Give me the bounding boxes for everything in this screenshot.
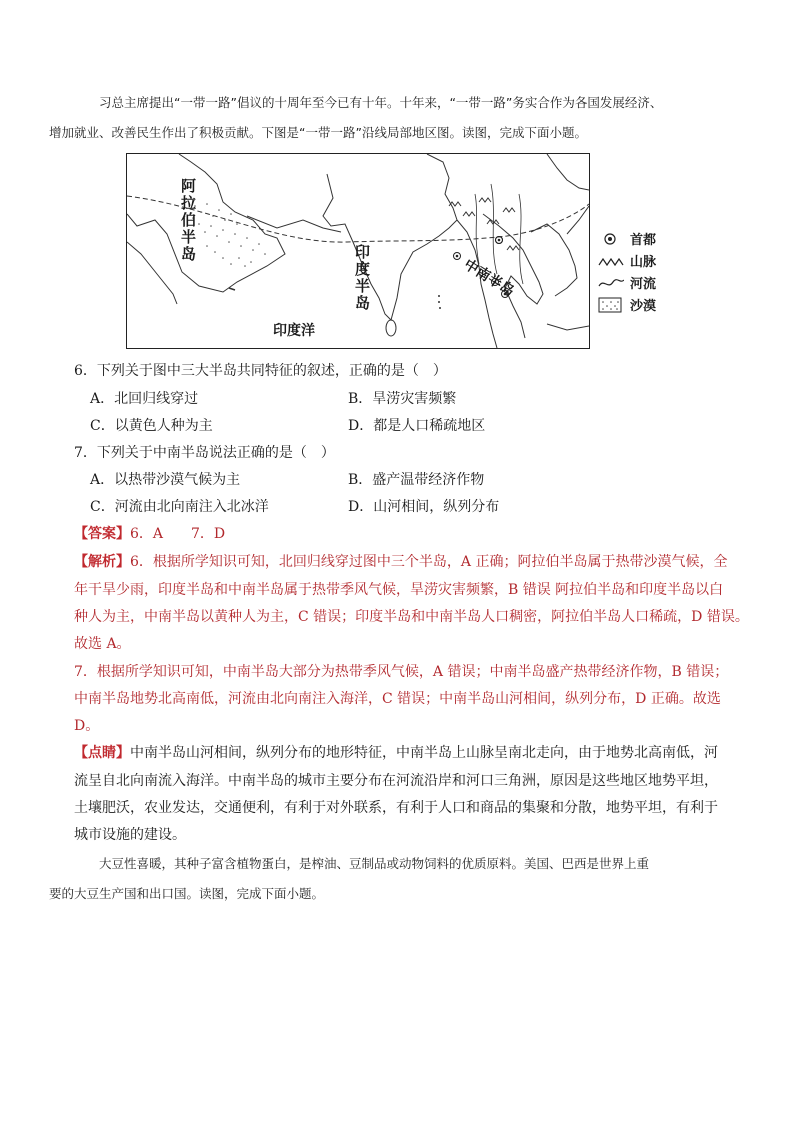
analysis-line-2: 年干旱少雨，印度半岛和中南半岛属于热带季风气候，旱涝灾害频繁，B 错误 阿拉伯半岛和印度半岛以白 <box>74 582 724 598</box>
intro-paragraph-1 <box>49 88 720 148</box>
desert-icon <box>598 296 624 314</box>
label-indian-ocean: 印度洋 <box>273 323 315 339</box>
analysis-line-5: 7．根据所学知识可知，中南半岛大部分为热带季风气候，A 错误；中南半岛盛产热带经济作物，B 错误； <box>74 664 729 680</box>
river-icon <box>598 274 624 292</box>
legend-mountain: 山脉 <box>598 250 708 272</box>
note-line-4: 城市设施的建设。 <box>74 827 186 843</box>
note-line-2: 流呈自北向南流入海洋。中南半岛的城市主要分布在河流沿岸和河口三角洲，原因是这些地区地势平坦， <box>74 773 718 789</box>
question-7-stem: 7．下列关于中南半岛说法正确的是（ ） <box>74 445 335 461</box>
question-6-option-b: B．旱涝灾害频繁 <box>348 391 457 407</box>
belt-road-map <box>126 153 590 349</box>
map-legend <box>598 228 708 316</box>
intro-1-line-1: 习总主席提出“一带一路”倡议的十周年至今已有十年。十年来，“一带一路”务实合作为各国发展经济、 <box>99 95 663 110</box>
question-6-option-a: A．北回归线穿过 <box>90 391 199 407</box>
label-indian-peninsula: 印 度 半 岛 <box>355 243 371 312</box>
intro-2-line-1: 大豆性喜暖，其种子富含植物蛋白，是榨油、豆制品或动物饲料的优质原料。美国、巴西是世界上重 <box>99 856 650 871</box>
analysis-line-6: 中南半岛地势北高南低，河流由北向南注入海洋，C 错误；中南半岛山河相间，纵列分布，D 正确。故选 <box>74 691 721 707</box>
question-7-option-b: B．盛产温带经济作物 <box>348 472 485 488</box>
analysis-line-4: 故选 A。 <box>74 636 131 652</box>
mountain-icon <box>598 252 624 270</box>
question-6-stem: 6．下列关于图中三大半岛共同特征的叙述，正确的是（ ） <box>74 363 447 379</box>
note-line-3: 土壤肥沃，农业发达，交通便利，有利于对外联系，有利于人口和商品的集聚和分散，地势平坦，有利于 <box>74 800 718 816</box>
analysis-line-7: D。 <box>74 718 100 734</box>
intro-paragraph-2 <box>49 849 720 909</box>
question-6-option-d: D．都是人口稀疏地区 <box>348 418 486 434</box>
question-7-option-d: D．山河相间，纵列分布 <box>348 499 500 515</box>
analysis-line-1: 【解析】6．根据所学知识可知，北回归线穿过图中三个半岛，A 正确；阿拉伯半岛属于热带沙漠气候，全 <box>74 554 728 570</box>
legend-desert: 沙漠 <box>598 294 708 316</box>
intro-1-line-2: 增加就业、改善民生作出了积极贡献。下图是“一带一路”沿线局部地区图。读图，完成下面小题。 <box>49 125 587 140</box>
question-7-option-a: A．以热带沙漠气候为主 <box>90 472 241 488</box>
note-tag: 【点睛】 <box>74 745 130 761</box>
label-arabian-peninsula: 阿 拉 伯 半 岛 <box>181 177 197 263</box>
note-line-1: 【点睛】中南半岛山河相间，纵列分布的地形特征，中南半岛上山脉呈南北走向，由于地势北高南低，河 <box>74 745 718 761</box>
answer-text: 6．A 7．D <box>130 526 226 542</box>
legend-capital: 首都 <box>598 228 708 250</box>
label-indochina-peninsula: 中南半岛 <box>460 256 517 300</box>
question-6-option-c: C．以黄色人种为主 <box>90 418 213 434</box>
analysis-tag: 【解析】 <box>74 554 130 570</box>
legend-river: 河流 <box>598 272 708 294</box>
answer-tag: 【答案】 <box>74 526 130 542</box>
intro-2-line-2: 要的大豆生产国和出口国。读图，完成下面小题。 <box>49 886 325 901</box>
analysis-line-3: 种人为主，中南半岛以黄种人为主，C 错误；印度半岛和中南半岛人口稠密，阿拉伯半岛人口稀疏，D 错误。 <box>74 609 749 625</box>
question-7-option-c: C．河流由北向南注入北冰洋 <box>90 499 269 515</box>
answer-line <box>74 521 225 547</box>
capital-icon <box>598 230 624 248</box>
